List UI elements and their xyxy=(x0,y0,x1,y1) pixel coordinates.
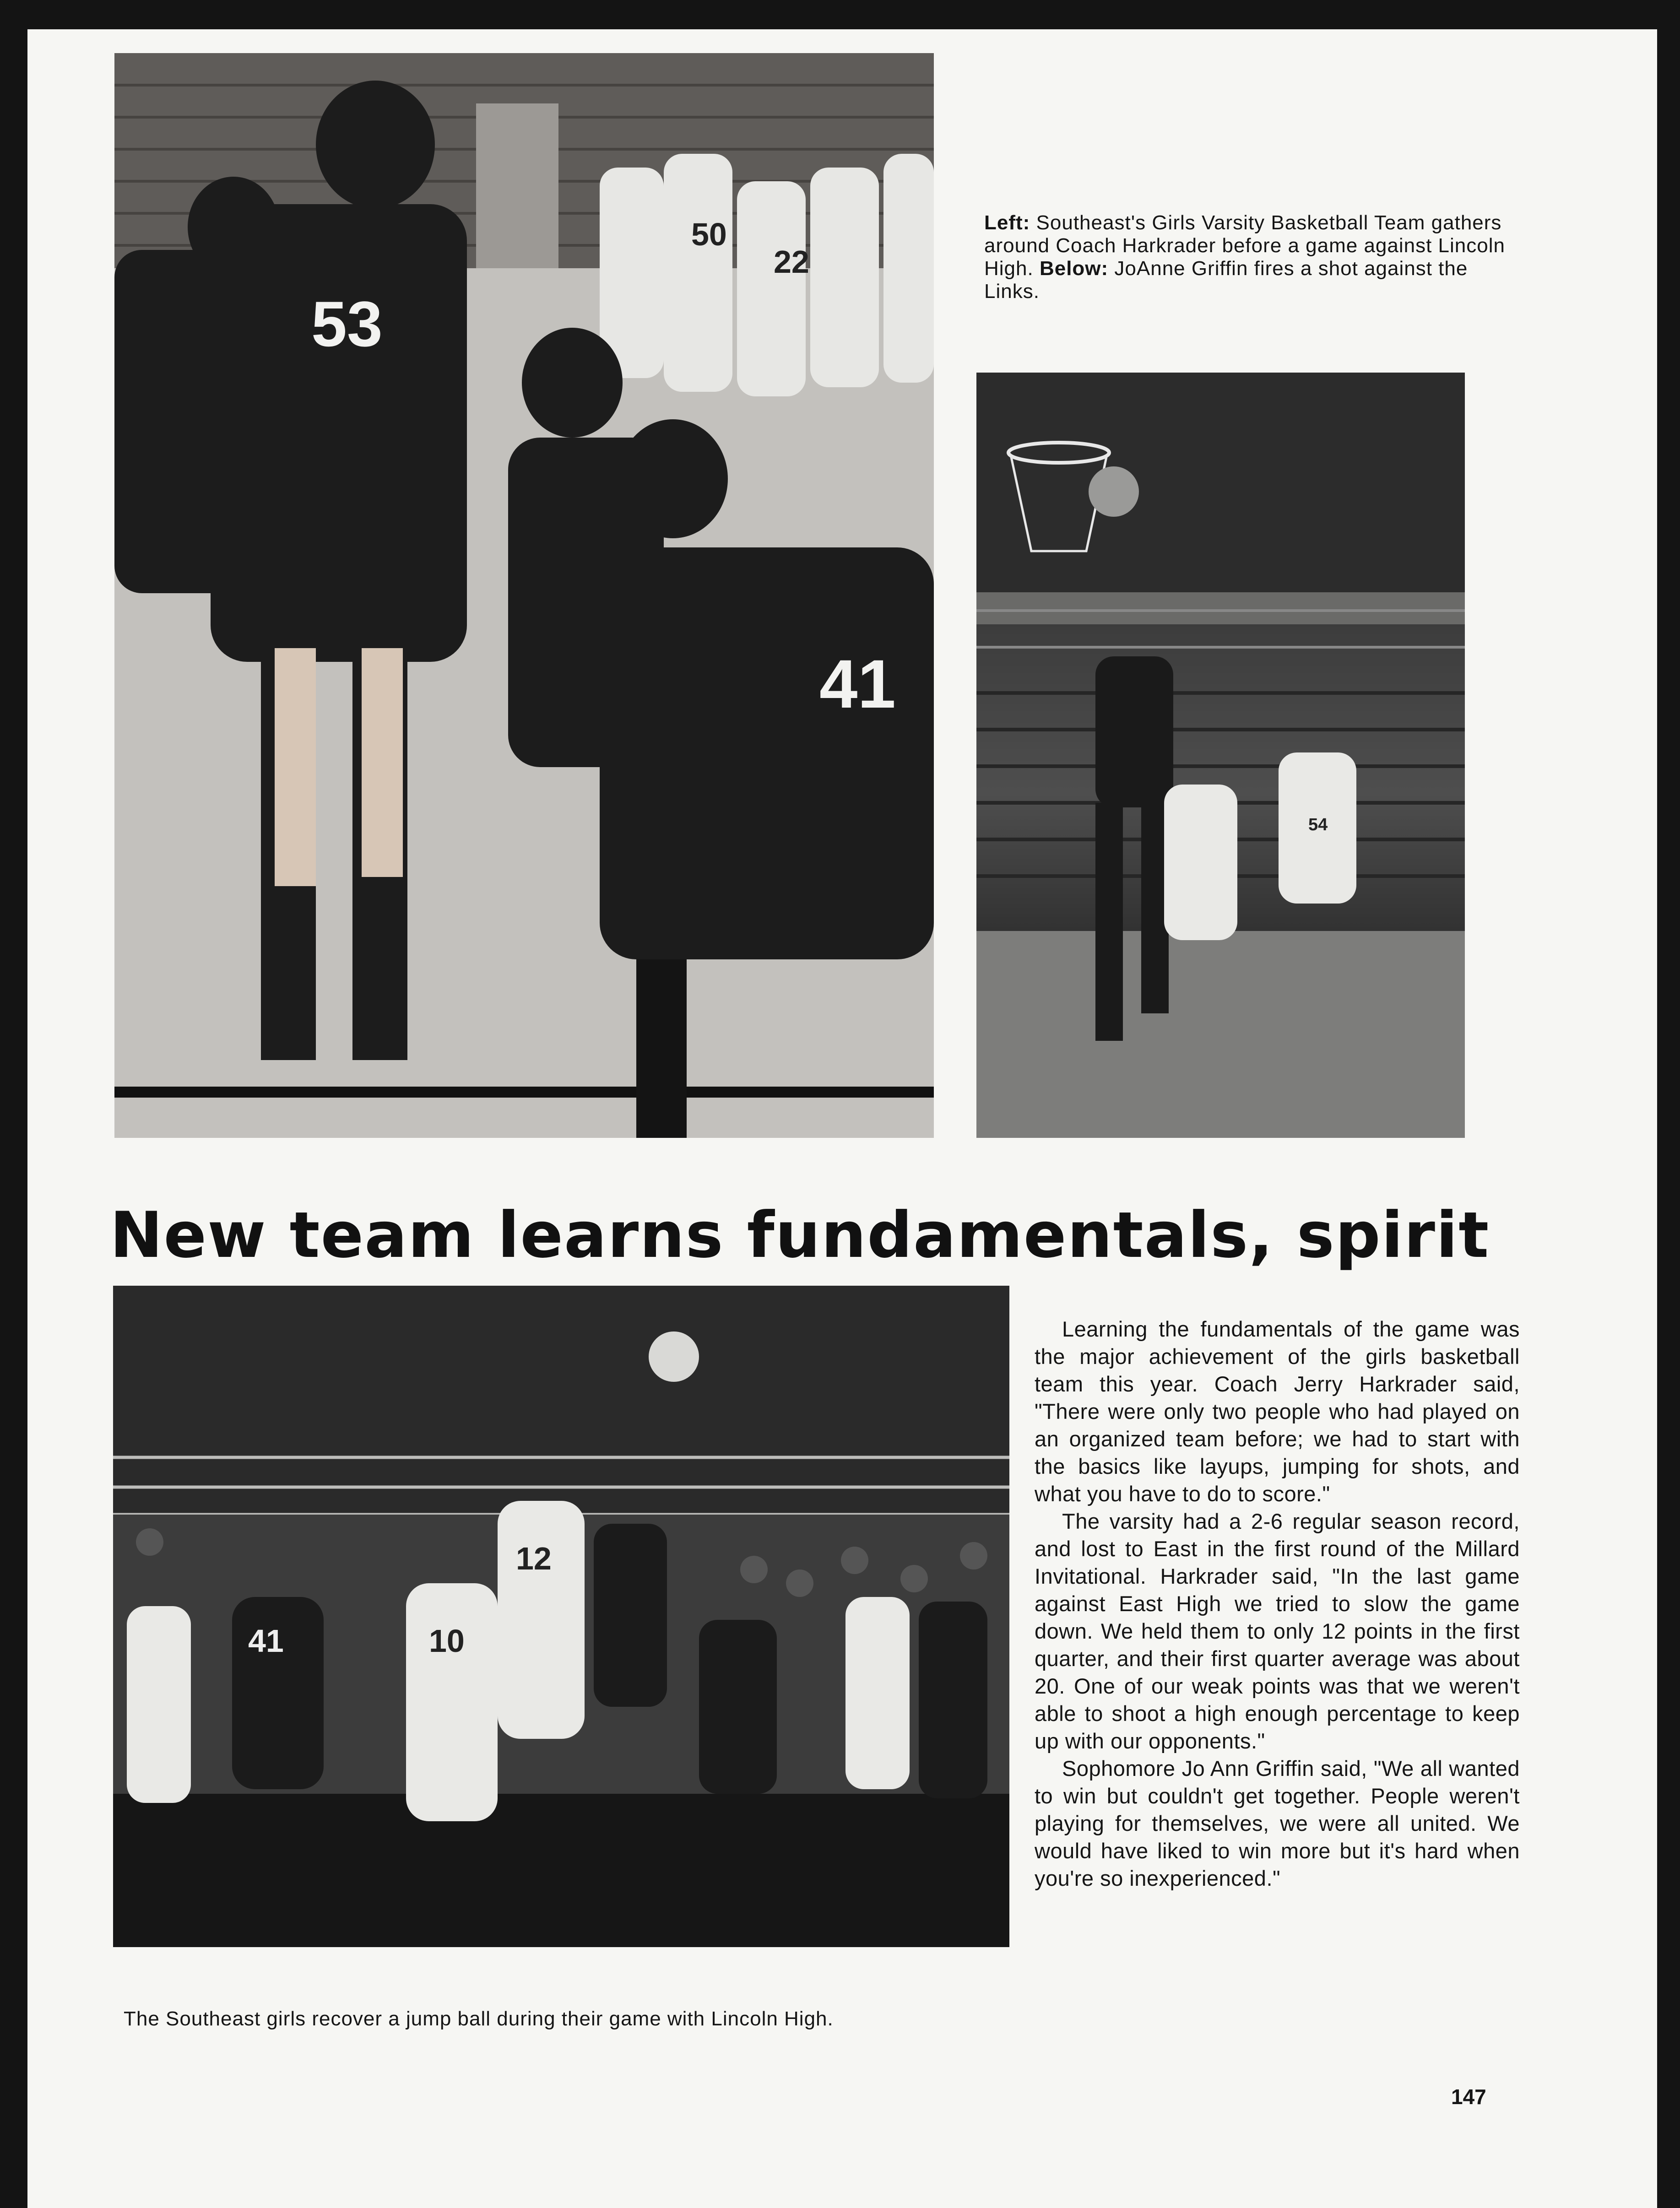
article-paragraph: The varsity had a 2-6 regular season record, and lost to East in the first round of the Millard Invitational. Harkrader said, "In the last game against East High we tried to slow the game down. We held them to only 12 points in the first quarter, and their first quarter average was about 20. One of our weak points was that we weren't able to shoot a high enough percentage to keep up with our opponents." xyxy=(1035,1509,1520,1753)
photo-shot xyxy=(976,373,1465,1138)
caption-below-label: Below: xyxy=(1039,257,1109,280)
caption-below-text: JoAnne Griffin fires a shot against the Links. xyxy=(984,257,1468,303)
caption-left-label: Left: xyxy=(984,211,1030,234)
caption-bottom: The Southeast girls recover a jump ball during their game with Lincoln High. xyxy=(124,2008,834,2030)
caption-left-text: Southeast's Girls Varsity Basketball Team gathers around Coach Harkrader before a game against Lincoln High. xyxy=(984,211,1505,280)
jersey-10: 10 xyxy=(429,1623,465,1659)
article-body xyxy=(1035,1315,1520,1892)
article-paragraph: Learning the fundamentals of the game was the major achievement of the girls basketball team this year. Coach Jerry Harkrader said, "There were only two people who had played on an organized team before; we had to start with the basics like layups, jumping for shots, and what you have to do to score." xyxy=(1035,1317,1520,1506)
article-paragraph: Sophomore Jo Ann Griffin said, "We all wanted to win but couldn't get together. People weren't playing for themselves, we were all united. We would have liked to win more but it's hard when you're so inexperienced." xyxy=(1035,1756,1520,1890)
yearbook-page xyxy=(27,29,1657,2208)
jersey-12: 12 xyxy=(516,1541,552,1576)
photo-team-huddle xyxy=(114,53,934,1138)
jersey-41-court: 41 xyxy=(248,1623,284,1659)
jersey-53: 53 xyxy=(311,288,383,360)
caption-top xyxy=(984,211,1515,303)
page-number: 147 xyxy=(1451,2085,1486,2109)
photo-jump-ball xyxy=(113,1286,1009,1947)
jersey-54: 54 xyxy=(1308,815,1328,834)
jersey-50: 50 xyxy=(691,216,727,252)
jersey-41: 41 xyxy=(819,645,896,722)
jersey-22: 22 xyxy=(774,244,809,280)
headline: New team learns fundamentals, spirit xyxy=(110,1198,1490,1272)
